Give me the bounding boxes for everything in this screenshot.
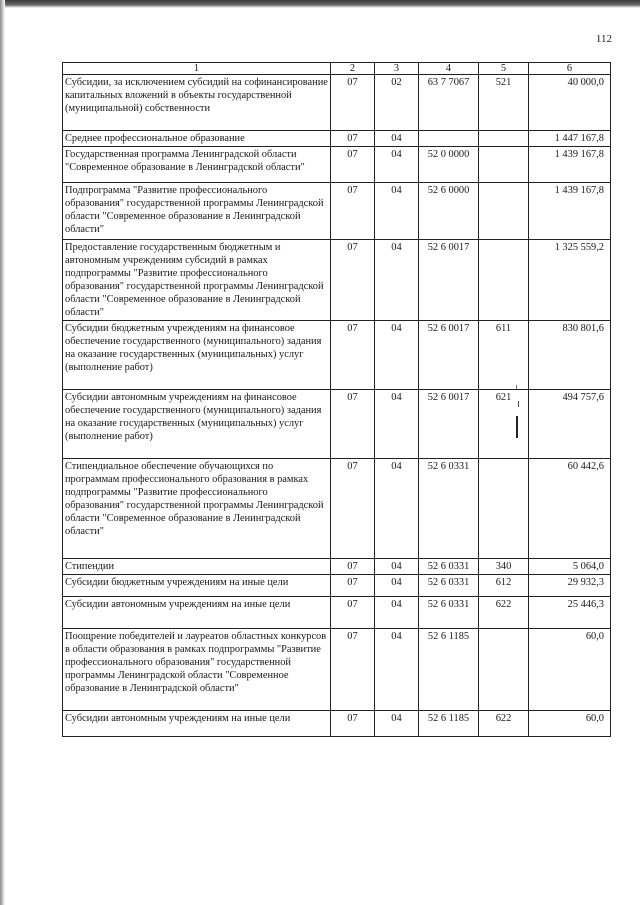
row-section: 07	[331, 629, 375, 711]
header-cell: 4	[419, 63, 479, 75]
row-target-code: 52 6 0017	[419, 321, 479, 390]
row-expense-type: 621	[479, 390, 529, 459]
scan-pen-mark	[518, 401, 519, 407]
table-row	[63, 147, 611, 183]
table-row	[63, 131, 611, 147]
row-amount: 5 064,0	[529, 559, 611, 575]
row-target-code: 52 6 0331	[419, 575, 479, 597]
row-name: Субсидии автономным учреждениям на иные цели	[63, 711, 331, 737]
row-target-code: 52 6 1185	[419, 711, 479, 737]
row-name: Субсидии бюджетным учреждениям на финансовое обеспечение государственного (муниципального) задания на оказание государственных (муниципальных) услуг (выполнение работ)	[63, 321, 331, 390]
page-number: 112	[595, 33, 612, 45]
table-header-row	[63, 63, 611, 75]
row-amount: 1 447 167,8	[529, 131, 611, 147]
row-subsection: 04	[375, 240, 419, 321]
scan-pen-mark	[516, 385, 517, 389]
row-section: 07	[331, 321, 375, 390]
row-amount: 60,0	[529, 629, 611, 711]
row-section: 07	[331, 575, 375, 597]
table-row	[63, 575, 611, 597]
table-row	[63, 597, 611, 629]
row-section: 07	[331, 240, 375, 321]
row-subsection: 04	[375, 131, 419, 147]
row-name: Субсидии, за исключением субсидий на софинансирование капитальных вложений в объекты государственной (муниципальной) собственности	[63, 75, 331, 131]
row-amount: 1 439 167,8	[529, 183, 611, 240]
row-target-code: 52 6 0017	[419, 240, 479, 321]
table-row	[63, 711, 611, 737]
table-row	[63, 321, 611, 390]
row-subsection: 04	[375, 459, 419, 559]
row-name: Субсидии автономным учреждениям на иные цели	[63, 597, 331, 629]
row-target-code	[419, 131, 479, 147]
row-name: Среднее профессиональное образование	[63, 131, 331, 147]
row-amount: 29 932,3	[529, 575, 611, 597]
row-expense-type	[479, 240, 529, 321]
row-expense-type	[479, 629, 529, 711]
row-expense-type: 622	[479, 597, 529, 629]
row-expense-type	[479, 147, 529, 183]
row-expense-type: 611	[479, 321, 529, 390]
row-section: 07	[331, 559, 375, 575]
row-target-code: 52 6 0000	[419, 183, 479, 240]
table-row	[63, 390, 611, 459]
row-subsection: 04	[375, 629, 419, 711]
row-amount: 1 439 167,8	[529, 147, 611, 183]
row-expense-type	[479, 459, 529, 559]
table-row	[63, 559, 611, 575]
row-amount: 1 325 559,2	[529, 240, 611, 321]
row-subsection: 04	[375, 575, 419, 597]
row-name: Подпрограмма "Развитие профессионального образования" государственной программы Ленинградской области "Современное образование в Ленинградской области"	[63, 183, 331, 240]
row-subsection: 04	[375, 147, 419, 183]
row-name: Субсидии автономным учреждениям на финансовое обеспечение государственного (муниципального) задания на оказание государственных (муниципальных) услуг (выполнение работ)	[63, 390, 331, 459]
row-expense-type: 612	[479, 575, 529, 597]
row-amount: 830 801,6	[529, 321, 611, 390]
budget-table	[62, 62, 611, 737]
table-row	[63, 183, 611, 240]
row-target-code: 52 6 0331	[419, 559, 479, 575]
row-subsection: 04	[375, 597, 419, 629]
row-expense-type: 521	[479, 75, 529, 131]
header-cell: 1	[63, 63, 331, 75]
row-target-code: 52 6 1185	[419, 629, 479, 711]
row-section: 07	[331, 597, 375, 629]
row-subsection: 04	[375, 183, 419, 240]
table-row	[63, 75, 611, 131]
row-expense-type	[479, 131, 529, 147]
row-amount: 494 757,6	[529, 390, 611, 459]
row-section: 07	[331, 131, 375, 147]
scan-pen-mark	[516, 416, 518, 438]
table-row	[63, 629, 611, 711]
row-name: Государственная программа Ленинградской области "Современное образование в Ленинградской области"	[63, 147, 331, 183]
row-section: 07	[331, 390, 375, 459]
row-amount: 25 446,3	[529, 597, 611, 629]
row-target-code: 52 6 0017	[419, 390, 479, 459]
row-section: 07	[331, 147, 375, 183]
header-cell: 6	[529, 63, 611, 75]
row-section: 07	[331, 183, 375, 240]
row-name: Стипендиальное обеспечение обучающихся по программам профессионального образования в рамках подпрограммы "Развитие профессионального образования" государственной программы Ленинградской области "Современное образование в Ленинградской области"	[63, 459, 331, 559]
row-section: 07	[331, 75, 375, 131]
row-name: Стипендии	[63, 559, 331, 575]
row-section: 07	[331, 711, 375, 737]
header-cell: 2	[331, 63, 375, 75]
header-cell: 5	[479, 63, 529, 75]
row-expense-type: 622	[479, 711, 529, 737]
row-subsection: 04	[375, 711, 419, 737]
row-target-code: 63 7 7067	[419, 75, 479, 131]
row-name: Предоставление государственным бюджетным и автономным учреждениям субсидий в рамках подпрограммы "Развитие профессионального образования" государственной программы Ленинградской области "Современное образование в Ленинградской области"	[63, 240, 331, 321]
row-subsection: 04	[375, 321, 419, 390]
row-amount: 40 000,0	[529, 75, 611, 131]
row-expense-type	[479, 183, 529, 240]
row-name: Субсидии бюджетным учреждениям на иные цели	[63, 575, 331, 597]
row-subsection: 02	[375, 75, 419, 131]
row-subsection: 04	[375, 559, 419, 575]
row-amount: 60,0	[529, 711, 611, 737]
row-name: Поощрение победителей и лауреатов областных конкурсов в области образования в рамках подпрограммы "Развитие профессионального образования" государственной программы Ленинградской области "Современное образование в Ленинградской области"	[63, 629, 331, 711]
scan-edge-top	[0, 0, 640, 8]
row-target-code: 52 6 0331	[419, 597, 479, 629]
row-target-code: 52 0 0000	[419, 147, 479, 183]
row-section: 07	[331, 459, 375, 559]
table-row	[63, 459, 611, 559]
header-cell: 3	[375, 63, 419, 75]
row-target-code: 52 6 0331	[419, 459, 479, 559]
scan-edge-left	[0, 0, 5, 905]
row-subsection: 04	[375, 390, 419, 459]
row-expense-type: 340	[479, 559, 529, 575]
row-amount: 60 442,6	[529, 459, 611, 559]
table-row	[63, 240, 611, 321]
